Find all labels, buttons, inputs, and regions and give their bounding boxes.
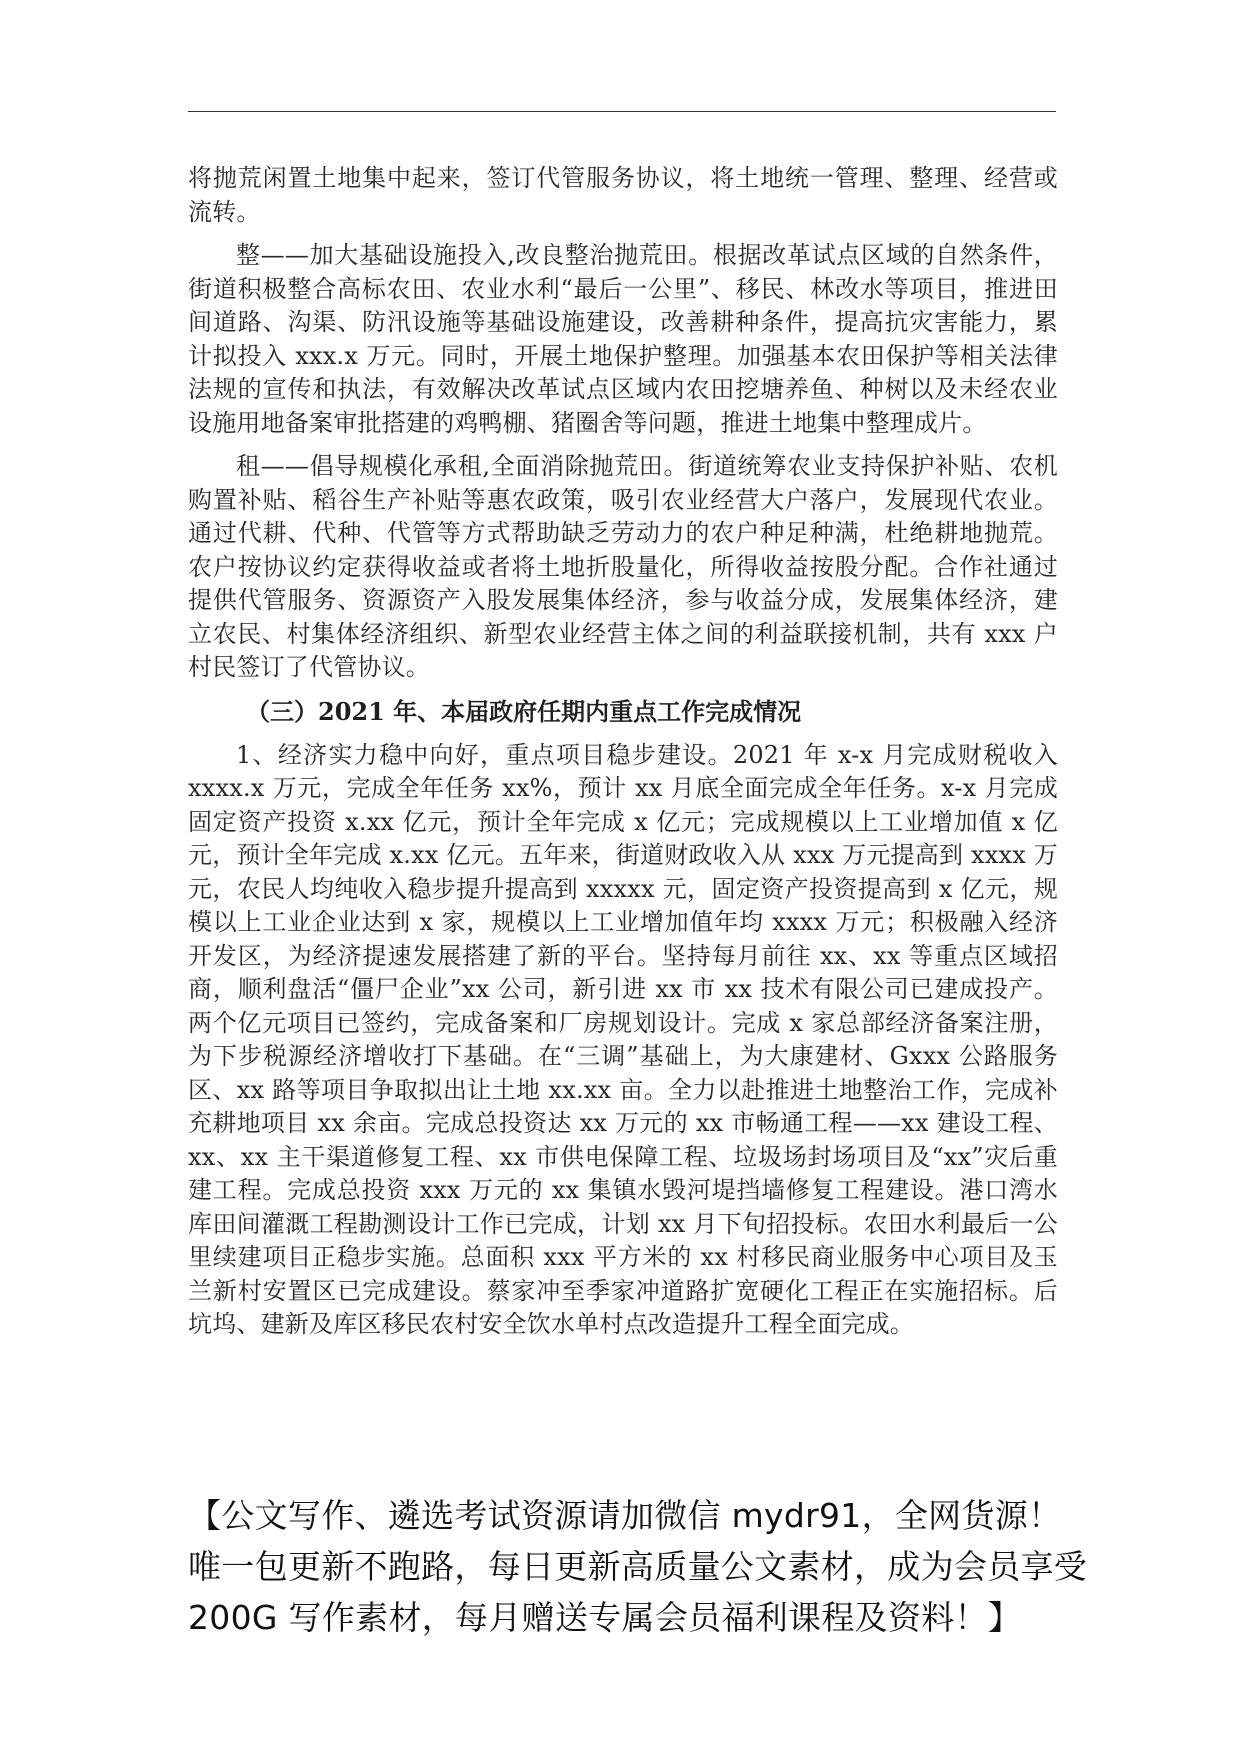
- header-divider: [188, 111, 1056, 112]
- paragraph-economy: 1、经济实力稳中向好，重点项目稳步建设。2021 年 x-x 月完成财税收入 xxxx.x 万元，完成全年任务 xx%，预计 xx 月底全面完成全年任务。x-x 月完成固定资产投资 x.xx 亿元，预计全年完成 x 亿元；完成规模以上工业增加值 x 亿元，预计全年完成 x.xx 亿元。五年来，街道财政收入从 xxx 万元提高到 xxxx 万元，农民人均纯收入稳步提升提高到 xxxxx 元，固定资产投资提高到 x 亿元，规模以上工业企业达到 x 家，规模以上工业增加值年均 xxxx 万元；积极融入经济开发区，为经济提速发展搭建了新的平台。坚持每月前往 xx、xx 等重点区域招商，顺利盘活“僵尸企业”xx 公司，新引进 xx 市 xx 技术有限公司已建成投产。两个亿元项目已签约，完成备案和厂房规划设计。完成 x 家总部经济备案注册，为下步税源经济增收打下基础。在“三调”基础上，为大康建材、Gxxx 公路服务区、xx 路等项目争取拟出让土地 xx.xx 亩。全力以赴推进土地整治工作，完成补充耕地项目 xx 余亩。完成总投资达 xx 万元的 xx 市畅通工程——xx 建设工程、xx、xx 主干渠道修复工程、xx 市供电保障工程、垃圾场封场项目及“xx”灾后重建工程。完成总投资 xxx 万元的 xx 集镇水毁河堤挡墙修复工程建设。港口湾水库田间灌溉工程勘测设计工作已完成，计划 xx 月下旬招投标。农田水利最后一公里续建项目正稳步实施。总面积 xxx 平方米的 xx 村移民商业服务中心项目及玉兰新村安置区已完成建设。蔡家冲至季家冲道路扩宽硬化工程正在实施招标。后坑坞、建新及库区移民农村安全饮水单村点改造提升工程全面完成。: [188, 740, 1058, 1338]
- promo-banner-text: 【公文写作、遴选考试资源请加微信 mydr91，全网货源！唯一包更新不跑路，每日更新高质量公文素材，成为会员享受 200G 写作素材，每月赠送专属会员福利课程及资料！】: [188, 1496, 1088, 1637]
- paragraph-zheng: 整——加大基础设施投入,改良整治抛荒田。根据改革试点区域的自然条件，街道积极整合高标农田、农业水利“最后一公里”、移民、林改水等项目，推进田间道路、沟渠、防汛设施等基础设施建设，改善耕种条件，提高抗灾害能力，累计拟投入 xxx.x 万元。同时，开展土地保护整理。加强基本农田保护等相关法律法规的宣传和执法，有效解决改革试点区域内农田挖塘养鱼、种树以及未经农业设施用地备案审批搭建的鸡鸭棚、猪圈舍等问题，推进土地集中整理成片。: [188, 241, 1058, 437]
- paragraph-continuation: 将抛荒闲置土地集中起来，签订代管服务协议，将土地统一管理、整理、经营或流转。: [188, 164, 1058, 226]
- paragraph-zu: 租——倡导规模化承租,全面消除抛荒田。街道统筹农业支持保护补贴、农机购置补贴、稻谷生产补贴等惠农政策，吸引农业经营大户落户，发展现代农业。通过代耕、代种、代管等方式帮助缺乏劳动力的农户种足种满，杜绝耕地抛荒。农户按协议约定获得收益或者将土地折股量化，所得收益按股分配。合作社通过提供代管服务、资源资产入股发展集体经济，参与收益分成，发展集体经济，建立农民、村集体经济组织、新型农业经营主体之间的利益联接机制，共有 xxx 户村民签订了代管协议。: [188, 452, 1058, 681]
- section-heading: （三）2021 年、本届政府任期内重点工作完成情况: [246, 696, 802, 726]
- document-body: [188, 162, 1058, 1352]
